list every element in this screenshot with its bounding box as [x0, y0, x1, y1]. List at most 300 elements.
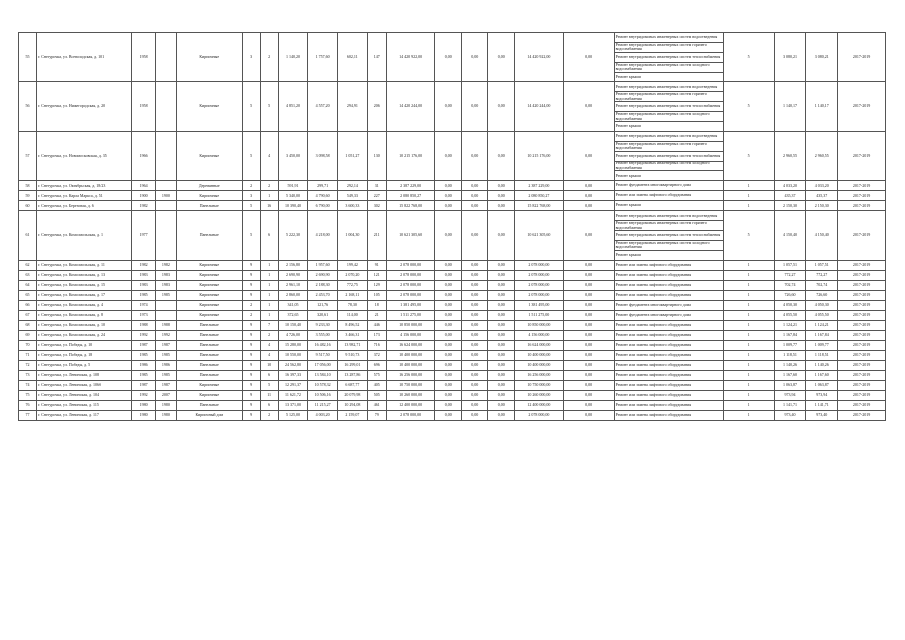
cell-fund-cost: 0,00 [435, 181, 461, 191]
cell-living-area: 10 578,32 [308, 380, 338, 390]
cell-unit-cost: 726,60 [774, 290, 806, 300]
cell-other-funds: 0,00 [563, 201, 614, 211]
cell-year-reconstruction: 1985 [155, 370, 176, 380]
cell-wall-material: Кирпичные [176, 390, 242, 400]
cell-unit-cost: 3 080,21 [774, 33, 806, 82]
cell-wall-material: Кирпичные [176, 280, 242, 290]
cell-year-reconstruction [155, 181, 176, 191]
work-item: Ремонт или замена лифтового оборудования [615, 321, 692, 327]
cell-living-area: 6 790,00 [308, 201, 338, 211]
cell-total-cost: 15 822 768,00 [386, 201, 435, 211]
cell-year-reconstruction: 2007 [155, 390, 176, 400]
cell-unit-cost: 1 124,21 [774, 320, 806, 330]
cell-works-list [614, 390, 723, 400]
cell-planned-period: 2017-2019 [838, 211, 886, 260]
cell-max-unit-cost: 435,37 [806, 191, 838, 201]
capital-repair-table [18, 32, 886, 421]
cell-max-unit-cost: 1 124,21 [806, 320, 838, 330]
work-item: Ремонт или замена лифтового оборудования [615, 371, 692, 377]
cell-year-reconstruction [155, 310, 176, 320]
cell-works-list [614, 33, 723, 82]
work-item: Ремонт крыши [615, 73, 641, 79]
table-row [19, 350, 886, 360]
cell-owners-funds: 14 420 922,00 [514, 33, 563, 82]
cell-floors-count: 9 [242, 340, 260, 350]
cell-max-unit-cost: 1 141,71 [806, 400, 838, 410]
cell-year-built: 1992 [132, 390, 155, 400]
cell-other-funds: 0,00 [563, 300, 614, 310]
cell-max-unit-cost: 702,74 [806, 280, 838, 290]
cell-total-area: 5 125,00 [278, 410, 308, 420]
cell-unit-cost: 702,74 [774, 280, 806, 290]
table-row [19, 340, 886, 350]
work-item: Ремонт или замена лифтового оборудования [615, 341, 692, 347]
cell-local-budget: 0,00 [488, 380, 514, 390]
cell-entrances-count: 16 [260, 201, 278, 211]
cell-owners-funds: 1 381 495,00 [514, 300, 563, 310]
cell-works-list [614, 290, 723, 300]
cell-row-number: 65 [19, 290, 37, 300]
cell-residents-count: 105 [367, 290, 386, 300]
cell-works-count: 1 [723, 201, 774, 211]
cell-total-cost: 2 078 000,00 [386, 410, 435, 420]
cell-planned-period: 2017-2019 [838, 370, 886, 380]
cell-local-budget: 0,00 [488, 340, 514, 350]
cell-residents-count: 211 [367, 211, 386, 260]
cell-residents-count: 21 [367, 310, 386, 320]
cell-planned-period: 2017-2019 [838, 350, 886, 360]
cell-wall-material: Панельные [176, 330, 242, 340]
cell-works-count: 1 [723, 320, 774, 330]
cell-other-funds: 0,00 [563, 320, 614, 330]
cell-living-area: 1 757,60 [308, 33, 338, 82]
cell-total-area: 591,91 [278, 181, 308, 191]
cell-wall-material: Панельные [176, 360, 242, 370]
cell-other-funds: 0,00 [563, 330, 614, 340]
cell-works-count: 5 [723, 33, 774, 82]
cell-year-built: 1973 [132, 310, 155, 320]
cell-year-reconstruction [155, 201, 176, 211]
cell-planned-period: 2017-2019 [838, 300, 886, 310]
cell-works-count: 1 [723, 300, 774, 310]
cell-local-budget: 0,00 [488, 360, 514, 370]
cell-address: г. Снегурочка, ул. Нижегородская, д. 20 [37, 82, 132, 131]
cell-residents-count: 31 [367, 181, 386, 191]
cell-year-built: 1980 [132, 400, 155, 410]
cell-works-list [614, 380, 723, 390]
cell-owners-funds: 12 400 000,00 [514, 400, 563, 410]
cell-floors-count: 9 [242, 370, 260, 380]
cell-row-number: 66 [19, 300, 37, 310]
cell-year-reconstruction: 1985 [155, 290, 176, 300]
cell-floors-count: 5 [242, 201, 260, 211]
work-item: Ремонт фундамента многоквартирного дома [615, 311, 691, 317]
cell-local-budget: 0,00 [488, 350, 514, 360]
cell-max-unit-cost: 973,94 [806, 390, 838, 400]
cell-year-reconstruction: 1983 [155, 280, 176, 290]
cell-address: г. Снегурочка, ул. Ленинская, д. 115 [37, 400, 132, 410]
cell-owners-funds: 15 822 768,00 [514, 201, 563, 211]
cell-total-area: 11 621,72 [278, 390, 308, 400]
cell-max-unit-cost: 1 118,51 [806, 350, 838, 360]
cell-floors-count: 9 [242, 400, 260, 410]
cell-local-budget: 0,00 [488, 260, 514, 270]
cell-residents-count: 446 [367, 320, 386, 330]
cell-other-funds: 0,00 [563, 370, 614, 380]
cell-residents-count: 575 [367, 370, 386, 380]
cell-works-list [614, 370, 723, 380]
cell-row-number: 63 [19, 270, 37, 280]
cell-planned-period: 2017-2019 [838, 260, 886, 270]
cell-works-list [614, 360, 723, 370]
cell-address: г. Снегурочка, ул. Комсомольская, д. 15 [37, 280, 132, 290]
cell-works-list [614, 270, 723, 280]
cell-fund-cost: 0,00 [435, 330, 461, 340]
cell-max-unit-cost: 4 055,50 [806, 310, 838, 320]
cell-planned-period: 2017-2019 [838, 390, 886, 400]
cell-address: г. Снегурочка, ул. Комсомольская, д. 11 [37, 260, 132, 270]
cell-year-built: 1985 [132, 290, 155, 300]
work-item: Ремонт внутридомовых инженерных систем горячего водоснабжения [615, 142, 723, 152]
cell-unit-cost: 1 140,17 [774, 82, 806, 131]
cell-local-budget: 0,00 [488, 280, 514, 290]
cell-max-unit-cost: 726,60 [806, 290, 838, 300]
work-item: Ремонт внутридомовых инженерных систем теплоснабжения [615, 231, 723, 241]
cell-regional-budget: 0,00 [461, 181, 487, 191]
cell-fund-cost: 0,00 [435, 201, 461, 211]
cell-works-count: 1 [723, 350, 774, 360]
cell-local-budget: 0,00 [488, 33, 514, 82]
cell-entrances-count: 7 [260, 320, 278, 330]
cell-entrances-count: 1 [260, 191, 278, 201]
cell-entrances-count: 2 [260, 330, 278, 340]
cell-owners-funds: 2 078 000,00 [514, 280, 563, 290]
cell-total-area: 12 291,37 [278, 380, 308, 390]
cell-year-reconstruction: 1992 [155, 330, 176, 340]
cell-row-number: 76 [19, 400, 37, 410]
cell-entrances-count: 6 [260, 211, 278, 260]
cell-regional-budget: 0,00 [461, 131, 487, 180]
cell-unit-cost: 2 150,30 [774, 201, 806, 211]
cell-works-list [614, 260, 723, 270]
cell-address: г. Снегурочка, ул. Ленинская, д. 106б [37, 380, 132, 390]
cell-entrances-count: 1 [260, 270, 278, 280]
cell-other-funds: 0,00 [563, 82, 614, 131]
cell-unit-cost: 973,40 [774, 410, 806, 420]
cell-year-reconstruction: 1987 [155, 340, 176, 350]
cell-entrances-count: 5 [260, 380, 278, 390]
cell-wall-material: Панельные [176, 320, 242, 330]
cell-local-budget: 0,00 [488, 270, 514, 280]
cell-year-built: 1958 [132, 82, 155, 131]
cell-residents-count: 206 [367, 82, 386, 131]
cell-regional-budget: 0,00 [461, 211, 487, 260]
cell-total-cost: 16 256 000,00 [386, 370, 435, 380]
cell-unit-cost: 1 140,26 [774, 360, 806, 370]
cell-other-funds: 0,00 [563, 280, 614, 290]
cell-regional-budget: 0,00 [461, 380, 487, 390]
cell-address: г. Снегурочка, ул. Победы, д. 18 [37, 350, 132, 360]
cell-nonliving-area: 1 051,27 [337, 131, 367, 180]
cell-fund-cost: 0,00 [435, 82, 461, 131]
cell-wall-material: Панельные [176, 211, 242, 260]
table-row [19, 290, 886, 300]
cell-living-area: 16 482,16 [308, 340, 338, 350]
cell-entrances-count: 1 [260, 280, 278, 290]
work-item: Ремонт внутридомовых инженерных систем горячего водоснабжения [615, 43, 723, 53]
work-item: Ремонт внутридомовых инженерных систем водоотведения [615, 33, 723, 43]
cell-works-count: 1 [723, 270, 774, 280]
cell-works-list [614, 181, 723, 191]
cell-nonliving-area: 78,30 [337, 300, 367, 310]
cell-total-area: 5 222,30 [278, 211, 308, 260]
cell-row-number: 70 [19, 340, 37, 350]
cell-wall-material: Кирпичные [176, 270, 242, 280]
cell-unit-cost: 4 033,20 [774, 181, 806, 191]
cell-works-list [614, 330, 723, 340]
cell-total-cost: 10 400 000,00 [386, 360, 435, 370]
cell-year-built: 1974 [132, 300, 155, 310]
cell-owners-funds: 4 156 000,00 [514, 330, 563, 340]
cell-max-unit-cost: 4 050,30 [806, 300, 838, 310]
cell-floors-count: 9 [242, 350, 260, 360]
work-item: Ремонт внутридомовых инженерных систем водоотведения [615, 132, 723, 142]
cell-unit-cost: 1 009,77 [774, 340, 806, 350]
cell-owners-funds: 10 400 000,00 [514, 350, 563, 360]
cell-total-area: 1 140,20 [278, 33, 308, 82]
cell-local-budget: 0,00 [488, 201, 514, 211]
cell-entrances-count: 2 [260, 33, 278, 82]
cell-entrances-count: 4 [260, 131, 278, 180]
cell-address: г. Снегурочка, ул. Комсомольская, д. 17 [37, 290, 132, 300]
cell-regional-budget: 0,00 [461, 330, 487, 340]
cell-local-budget: 0,00 [488, 370, 514, 380]
cell-max-unit-cost: 3 080,21 [806, 33, 838, 82]
cell-planned-period: 2017-2019 [838, 33, 886, 82]
cell-regional-budget: 0,00 [461, 320, 487, 330]
cell-works-count: 1 [723, 390, 774, 400]
cell-nonliving-area: 1 004,30 [337, 211, 367, 260]
cell-nonliving-area: 292,14 [337, 181, 367, 191]
cell-living-area: 2 453,70 [308, 290, 338, 300]
cell-year-reconstruction [155, 131, 176, 180]
cell-year-built: 1900 [132, 191, 155, 201]
cell-living-area: 4 003,20 [308, 410, 338, 420]
work-item: Ремонт внутридомовых инженерных систем холодного водоснабжения [615, 241, 723, 251]
cell-planned-period: 2017-2019 [838, 410, 886, 420]
cell-address: г. Снегурочка, ул. Комсомольская, д. 10 [37, 320, 132, 330]
cell-wall-material: Кирпичные [176, 260, 242, 270]
cell-floors-count: 9 [242, 260, 260, 270]
table-row [19, 360, 886, 370]
cell-nonliving-area: 114,00 [337, 310, 367, 320]
cell-year-built: 1980 [132, 410, 155, 420]
cell-row-number: 67 [19, 310, 37, 320]
cell-fund-cost: 0,00 [435, 380, 461, 390]
cell-works-count: 1 [723, 310, 774, 320]
cell-floors-count: 5 [242, 82, 260, 131]
cell-address: г. Снегурочка, ул. Карла Маркса, д. 51 [37, 191, 132, 201]
cell-year-reconstruction: 1986 [155, 360, 176, 370]
table-row [19, 370, 886, 380]
cell-other-funds: 0,00 [563, 400, 614, 410]
cell-nonliving-area: 294,91 [337, 82, 367, 131]
cell-max-unit-cost: 1 167,60 [806, 370, 838, 380]
cell-address: г. Снегурочка, ул. Всеволодская, д. 101 [37, 33, 132, 82]
cell-max-unit-cost: 1 057,51 [806, 260, 838, 270]
cell-other-funds: 0,00 [563, 410, 614, 420]
cell-row-number: 75 [19, 390, 37, 400]
cell-total-area: 10 390,40 [278, 201, 308, 211]
cell-entrances-count: 4 [260, 350, 278, 360]
work-item: Ремонт или замена лифтового оборудования [615, 271, 692, 277]
work-item: Ремонт внутридомовых инженерных систем теплоснабжения [615, 152, 723, 162]
cell-works-list [614, 201, 723, 211]
cell-other-funds: 0,00 [563, 270, 614, 280]
cell-residents-count: 405 [367, 380, 386, 390]
cell-other-funds: 0,00 [563, 260, 614, 270]
cell-row-number: 64 [19, 280, 37, 290]
cell-year-built: 1983 [132, 270, 155, 280]
cell-unit-cost: 1 057,51 [774, 260, 806, 270]
work-item: Ремонт крыши [615, 202, 641, 208]
cell-max-unit-cost: 2 150,30 [806, 201, 838, 211]
work-item: Ремонт внутридомовых инженерных систем водоотведения [615, 82, 723, 92]
work-item: Ремонт или замена лифтового оборудования [615, 391, 692, 397]
cell-nonliving-area: 602,11 [337, 33, 367, 82]
cell-local-budget: 0,00 [488, 320, 514, 330]
cell-year-built: 1983 [132, 280, 155, 290]
cell-year-reconstruction [155, 211, 176, 260]
work-item: Ремонт или замена лифтового оборудования [615, 361, 692, 367]
cell-floors-count: 9 [242, 380, 260, 390]
cell-unit-cost: 973,94 [774, 390, 806, 400]
table-row [19, 260, 886, 270]
cell-wall-material: Деревянные [176, 181, 242, 191]
work-item: Ремонт крыши [615, 252, 641, 258]
table-row [19, 320, 886, 330]
table-row [19, 191, 886, 201]
cell-works-list [614, 131, 723, 180]
cell-local-budget: 0,00 [488, 300, 514, 310]
work-item: Ремонт или замена лифтового оборудования [615, 331, 692, 337]
cell-unit-cost: 4 150,40 [774, 211, 806, 260]
cell-other-funds: 0,00 [563, 33, 614, 82]
cell-total-area: 24 562,80 [278, 360, 308, 370]
cell-owners-funds: 10 621 305,60 [514, 211, 563, 260]
cell-fund-cost: 0,00 [435, 191, 461, 201]
cell-regional-budget: 0,00 [461, 33, 487, 82]
work-item: Ремонт внутридомовых инженерных систем теплоснабжения [615, 102, 723, 112]
cell-unit-cost: 435,37 [774, 191, 806, 201]
cell-works-count: 1 [723, 410, 774, 420]
cell-row-number: 72 [19, 360, 37, 370]
cell-fund-cost: 0,00 [435, 360, 461, 370]
cell-regional-budget: 0,00 [461, 390, 487, 400]
cell-living-area: 3 098,58 [308, 131, 338, 180]
cell-total-area: 372,65 [278, 310, 308, 320]
cell-floors-count: 9 [242, 320, 260, 330]
cell-fund-cost: 0,00 [435, 410, 461, 420]
cell-max-unit-cost: 1 140,26 [806, 360, 838, 370]
cell-year-built: 1987 [132, 380, 155, 390]
cell-floors-count: 9 [242, 290, 260, 300]
cell-year-built: 1992 [132, 330, 155, 340]
cell-year-built: 1986 [132, 360, 155, 370]
cell-regional-budget: 0,00 [461, 290, 487, 300]
cell-entrances-count: 6 [260, 400, 278, 410]
cell-nonliving-area: 2 070,20 [337, 270, 367, 280]
cell-total-area: 2 860,00 [278, 290, 308, 300]
cell-total-cost: 14 420 244,00 [386, 82, 435, 131]
cell-floors-count: 3 [242, 191, 260, 201]
table-row [19, 270, 886, 280]
cell-works-count: 1 [723, 181, 774, 191]
cell-other-funds: 0,00 [563, 390, 614, 400]
cell-residents-count: 716 [367, 340, 386, 350]
work-item: Ремонт или замена лифтового оборудования [615, 381, 692, 387]
cell-owners-funds: 2 078 000,00 [514, 270, 563, 280]
cell-living-area: 10 506,16 [308, 390, 338, 400]
cell-floors-count: 5 [242, 211, 260, 260]
cell-residents-count: 372 [367, 350, 386, 360]
cell-residents-count: 696 [367, 360, 386, 370]
cell-entrances-count: 5 [260, 82, 278, 131]
cell-local-budget: 0,00 [488, 181, 514, 191]
cell-address: г. Снегурочка, ул. Победы, д. 10 [37, 340, 132, 350]
cell-address: г. Снегурочка, ул. Новомосковская, д. 35 [37, 131, 132, 180]
table-row [19, 33, 886, 82]
cell-row-number: 55 [19, 33, 37, 82]
cell-works-list [614, 350, 723, 360]
cell-total-cost: 14 420 922,00 [386, 33, 435, 82]
work-item: Ремонт крыши [615, 123, 641, 129]
cell-planned-period: 2017-2019 [838, 290, 886, 300]
cell-address: г. Снегурочка, ул. Березовая, д. 6 [37, 201, 132, 211]
cell-unit-cost: 1 118,51 [774, 350, 806, 360]
cell-floors-count: 9 [242, 390, 260, 400]
cell-wall-material: Кирпичные [176, 191, 242, 201]
cell-address: г. Снегурочка, ул. Комсомольская, д. 24 [37, 330, 132, 340]
cell-total-area: 4 726,00 [278, 330, 308, 340]
table-row [19, 201, 886, 211]
cell-nonliving-area: 3 600,33 [337, 201, 367, 211]
cell-works-count: 1 [723, 340, 774, 350]
cell-total-cost: 1 381 495,00 [386, 300, 435, 310]
cell-row-number: 58 [19, 181, 37, 191]
cell-total-area: 341,05 [278, 300, 308, 310]
cell-wall-material: Панельные [176, 201, 242, 211]
cell-other-funds: 0,00 [563, 350, 614, 360]
cell-nonliving-area: 16 299,01 [337, 360, 367, 370]
cell-living-area: 121,76 [308, 300, 338, 310]
cell-planned-period: 2017-2019 [838, 320, 886, 330]
cell-total-cost: 2 080 850,27 [386, 191, 435, 201]
cell-total-cost: 10 750 000,00 [386, 380, 435, 390]
cell-fund-cost: 0,00 [435, 33, 461, 82]
cell-year-built: 1987 [132, 340, 155, 350]
cell-total-cost: 10 215 176,00 [386, 131, 435, 180]
cell-owners-funds: 2 078 000,00 [514, 410, 563, 420]
cell-regional-budget: 0,00 [461, 350, 487, 360]
cell-nonliving-area: 772,75 [337, 280, 367, 290]
cell-floors-count: 2 [242, 310, 260, 320]
cell-floors-count: 9 [242, 410, 260, 420]
cell-regional-budget: 0,00 [461, 260, 487, 270]
cell-local-budget: 0,00 [488, 82, 514, 131]
cell-floors-count: 3 [242, 33, 260, 82]
cell-residents-count: 130 [367, 131, 386, 180]
